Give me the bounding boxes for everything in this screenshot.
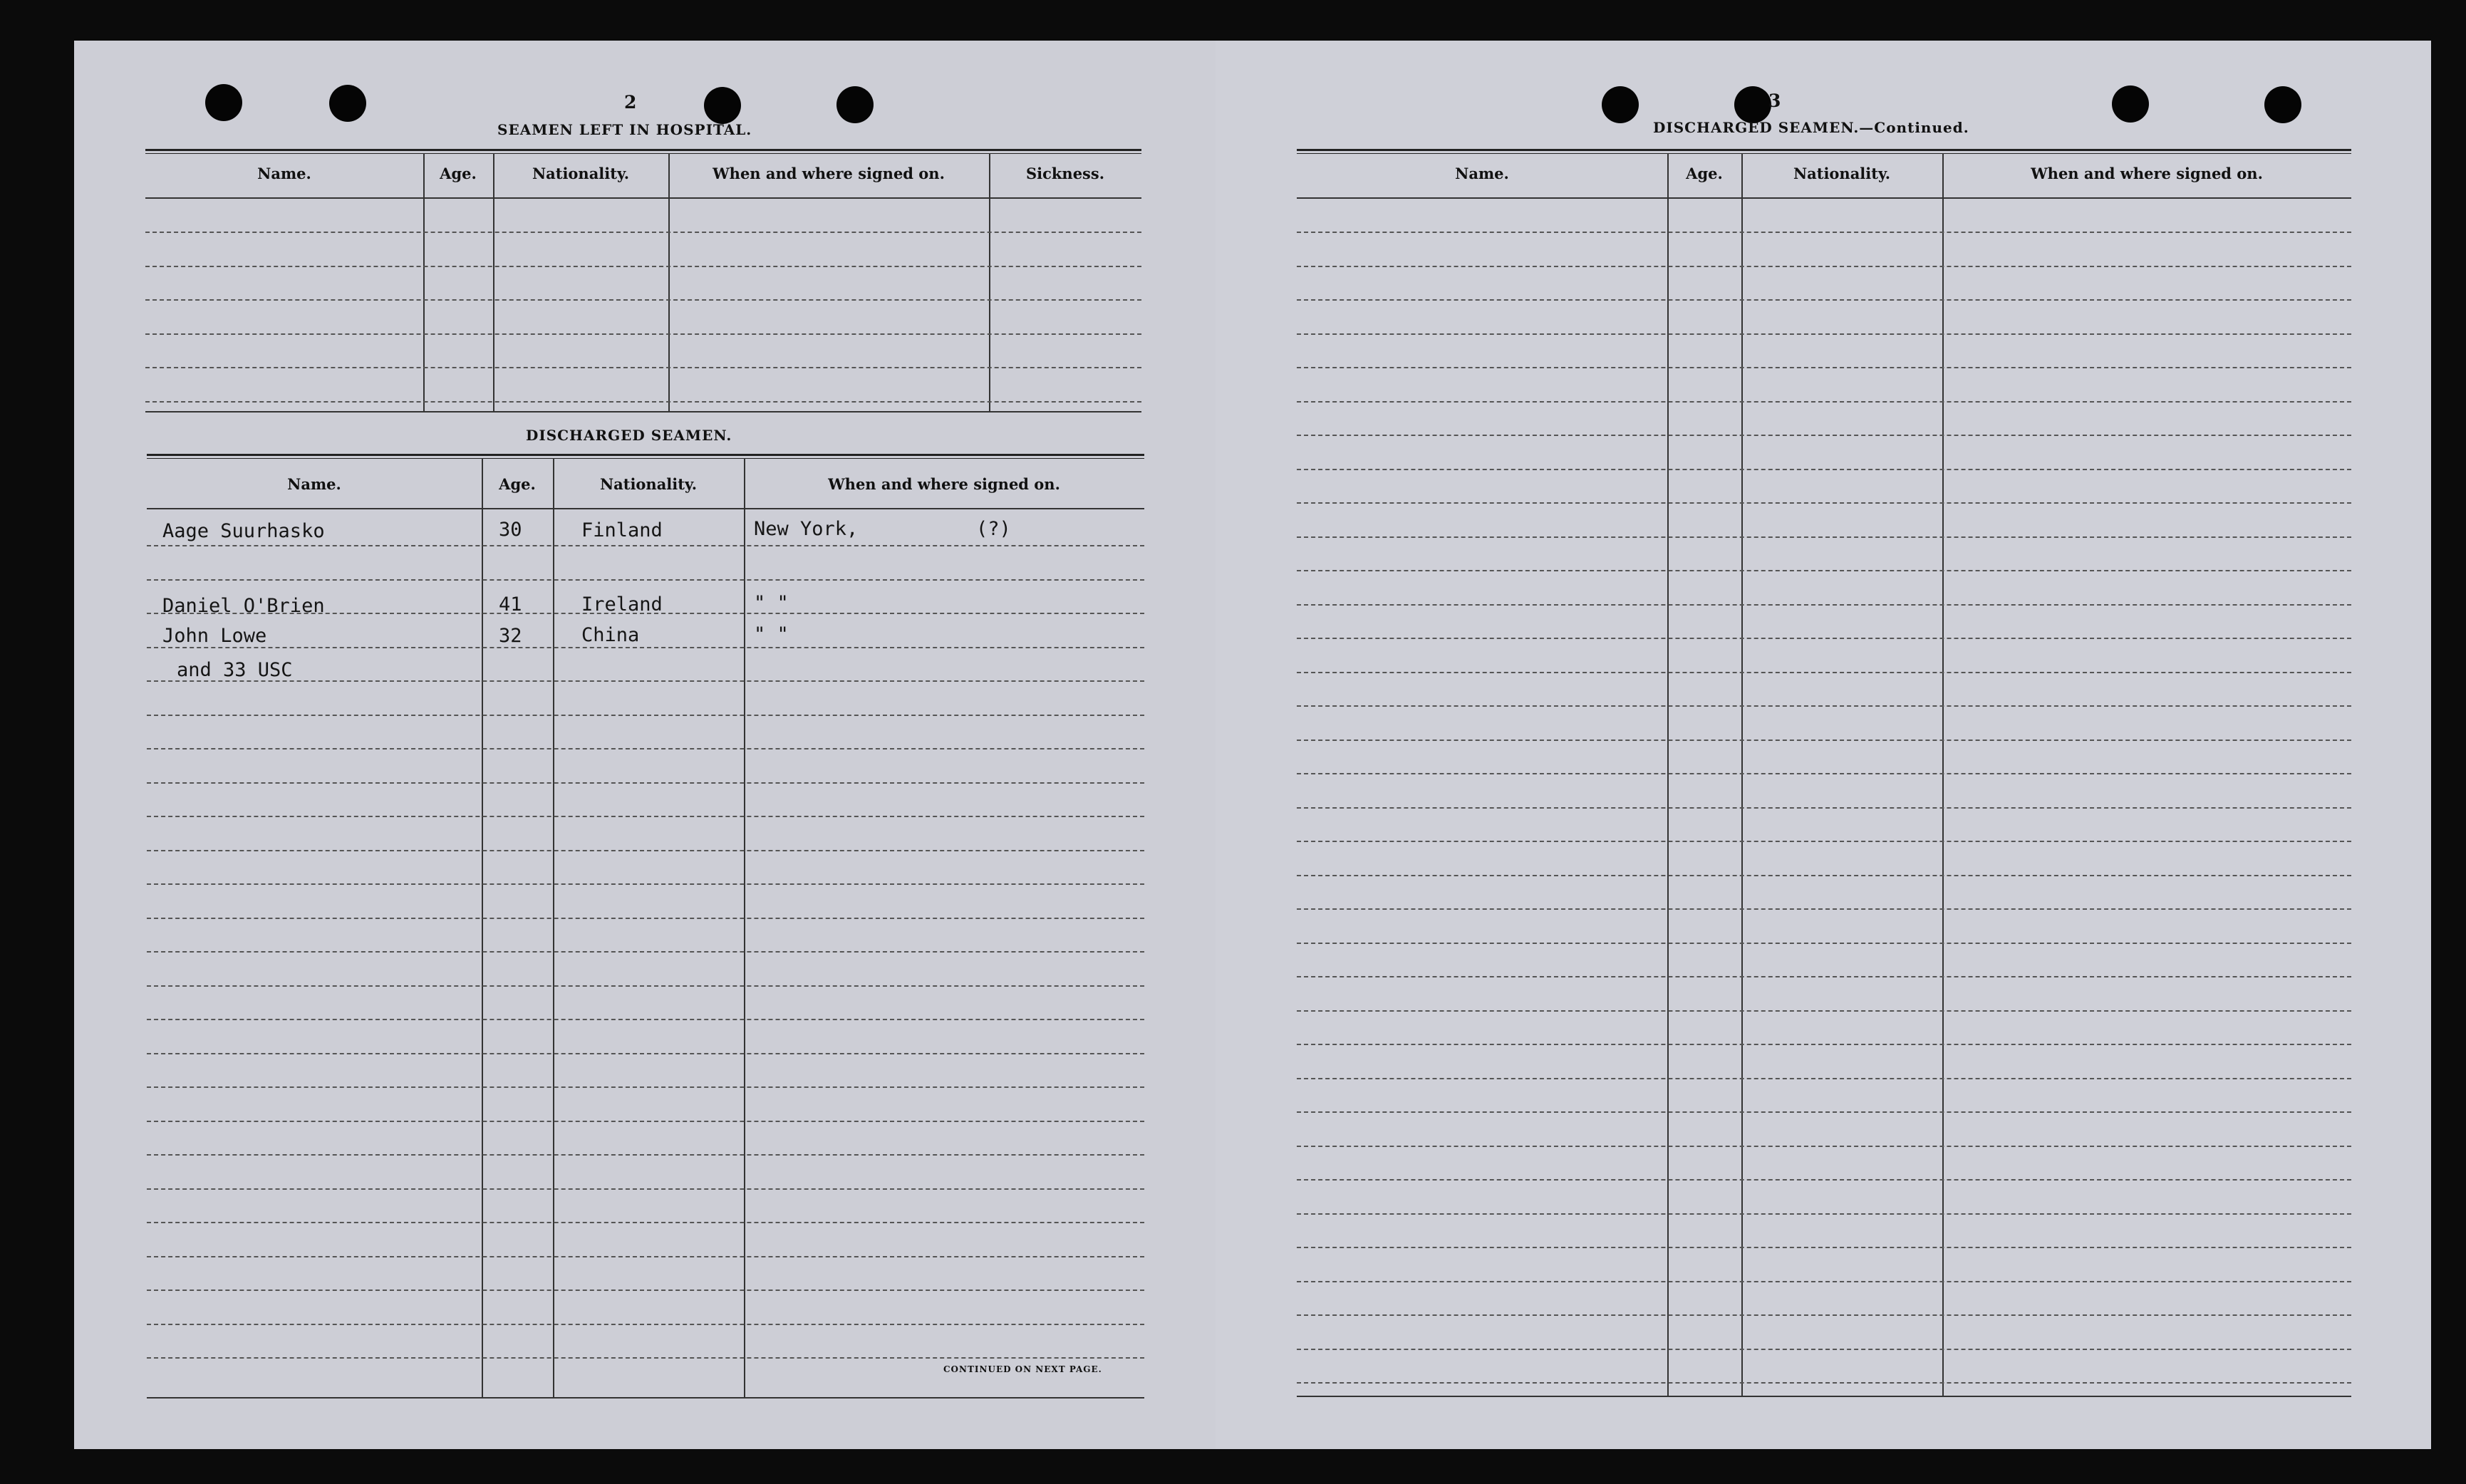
ruled-line: [147, 1019, 1144, 1020]
seaman-age: 41: [499, 593, 522, 616]
ruled-line: [1297, 841, 2351, 842]
ruled-line: [147, 748, 1144, 749]
punch-hole: [205, 84, 242, 121]
ruled-line: [147, 680, 1144, 682]
col-header-name: Name.: [287, 475, 341, 493]
ruled-line: [147, 1053, 1144, 1054]
col-header-sickness: Sickness.: [1025, 165, 1105, 182]
ruled-line: [1297, 705, 2351, 707]
col-header-age: Age.: [1686, 165, 1723, 182]
ruled-line: [145, 299, 1141, 301]
ruled-line: [1297, 773, 2351, 774]
seaman-signed-on: " ": [754, 623, 789, 645]
seaman-name: Daniel O'Brien: [162, 595, 325, 617]
col-header-name: Name.: [257, 165, 311, 182]
ruled-line: [1297, 807, 2351, 809]
ruled-line: [1297, 604, 2351, 606]
ruled-line: [147, 850, 1144, 851]
ruled-line: [1297, 232, 2351, 233]
ruled-line: [147, 985, 1144, 987]
col-header-nationality: Nationality.: [1793, 165, 1891, 182]
ruled-line: [1297, 502, 2351, 504]
ruled-line: [147, 613, 1144, 614]
ruled-line: [1297, 401, 2351, 403]
ruled-line: [1297, 367, 2351, 368]
discharged-table: [147, 454, 1144, 1405]
continued-note: CONTINUED ON NEXT PAGE.: [943, 1364, 1102, 1374]
ruled-line: [1297, 672, 2351, 673]
ruled-line: [147, 1290, 1144, 1291]
seaman-name: and 33 USC: [177, 659, 293, 681]
ruled-line: [147, 1121, 1144, 1122]
seaman-signed-on: " ": [754, 592, 789, 614]
seaman-name: Aage Suurhasko: [162, 520, 325, 542]
ruled-line: [145, 266, 1141, 267]
ruled-line: [147, 1188, 1144, 1190]
ruled-line: [1297, 1078, 2351, 1079]
punch-hole: [2112, 85, 2149, 123]
seaman-age: 30: [499, 519, 522, 541]
ruled-line: [1297, 1010, 2351, 1012]
ruled-line: [1297, 1111, 2351, 1113]
col-header-age: Age.: [499, 475, 536, 493]
punch-hole: [1602, 86, 1639, 123]
ruled-line: [1297, 570, 2351, 571]
ruled-line: [145, 333, 1141, 335]
discharged-continued-title: DISCHARGED SEAMEN.—Continued.: [1653, 119, 1969, 136]
seaman-note: (?): [976, 518, 1011, 540]
seaman-age: 32: [499, 625, 522, 647]
ruled-line: [147, 1324, 1144, 1325]
ruled-line: [1297, 333, 2351, 335]
right-page: [1216, 41, 2431, 1449]
ruled-line: [147, 951, 1144, 953]
col-header-age: Age.: [440, 165, 477, 182]
seaman-name: John Lowe: [162, 625, 267, 647]
ruled-line: [147, 1086, 1144, 1088]
ruled-line: [145, 232, 1141, 233]
ruled-line: [147, 647, 1144, 648]
col-header-signed-on: When and where signed on.: [2031, 165, 2263, 182]
ruled-line: [147, 579, 1144, 581]
ruled-line: [1297, 1044, 2351, 1045]
col-header-signed-on: When and where signed on.: [713, 165, 945, 182]
ruled-line: [1297, 266, 2351, 267]
seaman-nationality: Ireland: [581, 593, 663, 616]
ruled-line: [1297, 1314, 2351, 1316]
seaman-nationality: China: [581, 624, 640, 646]
ruled-line: [1297, 740, 2351, 741]
ruled-line: [1297, 469, 2351, 470]
ruled-line: [147, 545, 1144, 546]
ruled-line: [1297, 536, 2351, 538]
col-header-nationality: Nationality.: [599, 475, 698, 493]
page-number: 2: [624, 92, 637, 113]
ruled-line: [1297, 1213, 2351, 1215]
discharged-continued-table: [1297, 149, 2351, 1404]
punch-hole: [1734, 86, 1771, 123]
ruled-line: [147, 782, 1144, 784]
ruled-line: [147, 883, 1144, 885]
ruled-line: [1297, 638, 2351, 639]
ruled-line: [147, 1222, 1144, 1223]
ruled-line: [147, 816, 1144, 817]
ruled-line: [147, 1154, 1144, 1156]
discharged-section-title: DISCHARGED SEAMEN.: [526, 427, 732, 444]
hospital-table: [145, 149, 1141, 455]
ruled-line: [1297, 976, 2351, 977]
ruled-line: [1297, 875, 2351, 876]
ruled-line: [147, 715, 1144, 716]
col-header-nationality: Nationality.: [532, 165, 630, 182]
ruled-line: [1297, 1349, 2351, 1350]
page-number: 3: [1768, 90, 1781, 111]
ruled-line: [1297, 1382, 2351, 1384]
punch-hole: [2264, 86, 2301, 123]
col-header-name: Name.: [1455, 165, 1509, 182]
ruled-line: [1297, 1179, 2351, 1181]
ruled-line: [1297, 943, 2351, 944]
ruled-line: [145, 367, 1141, 368]
ruled-line: [1297, 908, 2351, 910]
left-page: [74, 41, 1216, 1449]
punch-hole: [836, 86, 874, 123]
ruled-line: [1297, 1281, 2351, 1282]
ruled-line: [1297, 1247, 2351, 1248]
ruled-line: [147, 918, 1144, 919]
ruled-line: [1297, 1146, 2351, 1147]
ruled-line: [147, 1256, 1144, 1257]
ruled-line: [147, 1357, 1144, 1359]
ruled-line: [1297, 435, 2351, 436]
ruled-line: [145, 401, 1141, 403]
seaman-signed-on: New York,: [754, 518, 859, 540]
col-header-signed-on: When and where signed on.: [828, 475, 1060, 493]
hospital-section-title: SEAMEN LEFT IN HOSPITAL.: [497, 121, 752, 138]
punch-hole: [329, 85, 366, 122]
punch-hole: [704, 87, 741, 124]
seaman-nationality: Finland: [581, 519, 663, 541]
ruled-line: [1297, 299, 2351, 301]
